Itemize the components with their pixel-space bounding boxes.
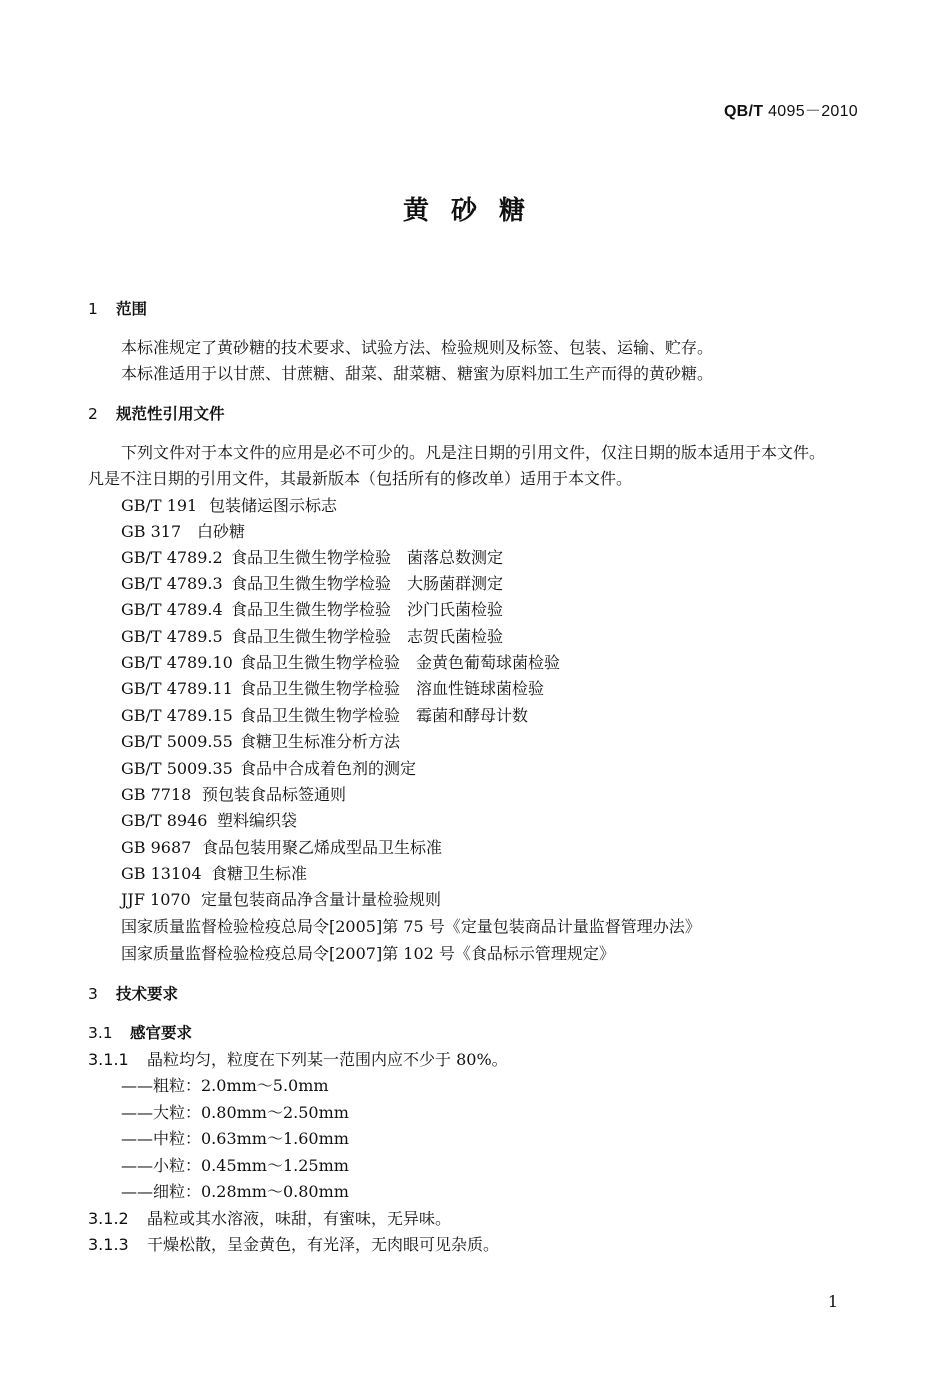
section-1-heading [88,299,147,319]
reference-item [121,732,400,752]
section-1-paragraph-1: 本标准规定了黄砂糖的技术要求、试验方法、检验规则及标签、包装、运输、贮存。 [121,338,714,357]
reference-code: GB/T 4789.10 [121,653,233,672]
reference-title: 食品卫生微生物学检验 沙门氏菌检验 [231,600,504,619]
reference-item [121,890,441,910]
grain-size-item: ——大粒：0.80mm～2.50mm [121,1103,349,1122]
reference-item [121,679,544,699]
reference-title: 白砂糖 [197,522,246,541]
grain-size-item: ——小粒：0.45mm～1.25mm [121,1156,349,1175]
clause-3-1-2-text: 晶粒或其水溶液，味甜，有蜜味，无异味。 [147,1209,452,1228]
section-3-number: 3 [88,985,98,1003]
reference-item [121,864,307,884]
subsection-3-1-title: 感官要求 [130,1024,193,1042]
decree-reference-1: 国家质量监督检验检疫总局令[2005]第 75 号《定量包装商品计量监督管理办法》 [121,917,701,936]
grain-size-item: ——粗粒：2.0mm～5.0mm [121,1076,329,1095]
clause-3-1-1-text: 晶粒均匀，粒度在下列某一范围内应不少于 80%。 [147,1050,508,1069]
section-2-intro-line-1: 下列文件对于本文件的应用是必不可少的。凡是注日期的引用文件，仅注日期的版本适用于本文件。 [121,443,826,462]
reference-code: GB 7718 [121,785,192,804]
reference-item [121,627,503,647]
reference-item [121,496,337,516]
reference-item [121,838,442,858]
standard-code-number: 4095－2010 [768,103,858,120]
section-2-heading [88,404,225,424]
reference-code: GB/T 4789.3 [121,574,223,593]
section-2-intro-line-2: 凡是不注日期的引用文件，其最新版本（包括所有的修改单）适用于本文件。 [88,469,633,488]
reference-title: 预包装食品标签通则 [202,785,347,804]
reference-title: 食品卫生微生物学检验 金黄色葡萄球菌检验 [240,653,561,672]
standard-code-prefix: QB/T [723,103,764,120]
clause-3-1-3-number: 3.1.3 [88,1235,129,1254]
section-3-heading [88,984,178,1004]
grain-size-item: ——细粒：0.28mm～0.80mm [121,1182,349,1201]
section-1-paragraph-2: 本标准适用于以甘蔗、甘蔗糖、甜菜、甜菜糖、糖蜜为原料加工生产而得的黄砂糖。 [121,364,714,383]
reference-code: GB/T 5009.55 [121,732,233,751]
reference-title: 包装储运图示标志 [209,496,338,515]
clause-3-1-2 [88,1209,451,1229]
reference-item [121,653,560,673]
section-1-number: 1 [88,300,98,318]
reference-title: 食品中合成着色剂的测定 [240,759,417,778]
reference-code: GB/T 4789.11 [121,679,233,698]
reference-title: 食品卫生微生物学检验 志贺氏菌检验 [231,627,504,646]
clause-3-1-3 [88,1235,499,1255]
document-title: 黄砂糖 [402,196,547,226]
reference-code: GB/T 4789.5 [121,627,223,646]
subsection-3-1-number: 3.1 [88,1024,113,1042]
reference-code: GB/T 5009.35 [121,759,233,778]
reference-item [121,759,416,779]
reference-code: GB 317 [121,522,182,541]
clause-3-1-3-text: 干燥松散，呈金黄色，有光泽，无肉眼可见杂质。 [147,1235,500,1254]
reference-code: GB 9687 [121,838,192,857]
reference-title: 定量包装商品净含量计量检验规则 [201,890,442,909]
clause-3-1-1-number: 3.1.1 [88,1050,129,1069]
reference-code: GB/T 4789.15 [121,706,233,725]
grain-size-item: ——中粒：0.63mm～1.60mm [121,1129,349,1148]
clause-3-1-2-number: 3.1.2 [88,1209,129,1228]
reference-item [121,785,346,805]
reference-title: 食品卫生微生物学检验 霉菌和酵母计数 [240,706,529,725]
reference-code: GB/T 4789.4 [121,600,223,619]
reference-title: 食糖卫生标准 [211,864,308,883]
clause-3-1-1 [88,1050,508,1070]
reference-title: 塑料编织袋 [217,811,298,830]
section-2-number: 2 [88,405,98,423]
reference-code: GB/T 191 [121,496,198,515]
standard-code [724,98,858,121]
section-1-title: 范围 [116,300,148,318]
reference-code: GB/T 8946 [121,811,208,830]
page-number: 1 [827,1292,838,1311]
section-3-title: 技术要求 [116,985,179,1003]
reference-title: 食品卫生微生物学检验 菌落总数测定 [231,548,504,567]
subsection-3-1-heading [88,1023,192,1043]
section-2-title: 规范性引用文件 [116,405,225,423]
reference-item [121,811,297,831]
reference-code: JJF 1070 [121,890,191,909]
decree-reference-2: 国家质量监督检验检疫总局令[2007]第 102 号《食品标示管理规定》 [121,944,615,963]
reference-code: GB 13104 [121,864,202,883]
reference-title: 食糖卫生标准分析方法 [240,732,401,751]
reference-item [121,574,503,594]
reference-code: GB/T 4789.2 [121,548,223,567]
reference-item [121,600,503,620]
reference-title: 食品卫生微生物学检验 溶血性链球菌检验 [240,679,545,698]
reference-item [121,706,528,726]
reference-item [121,548,503,568]
reference-title: 食品卫生微生物学检验 大肠菌群测定 [231,574,504,593]
reference-item [121,522,245,542]
reference-title: 食品包装用聚乙烯成型品卫生标准 [202,838,443,857]
